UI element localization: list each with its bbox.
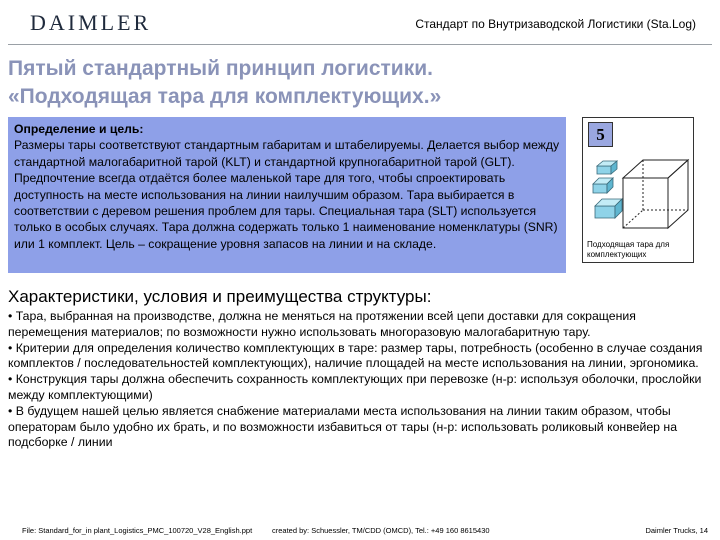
section-heading: Характеристики, условия и преимущества структуры:	[8, 287, 432, 306]
large-container-icon	[623, 160, 688, 228]
daimler-logo: DAIMLER	[30, 10, 152, 35]
definition-box	[8, 117, 566, 273]
illustration-caption: Подходящая тара для комплектующих	[587, 240, 670, 259]
bullet-item: • Критерии для определения количество комплектующих в таре: размер тары, потребность (особенно в случае создания комплектов / последовательностей комплектующих), наличие площадей на месте использования на линии, эргономика.	[8, 340, 703, 371]
container-illustration	[582, 117, 694, 263]
bullet-item: • Тара, выбранная на производстве, должна не меняться на протяжении всей цепи доставки для сокращения перемещения материалов; по возможности нужно использовать многоразовую малогабаритную тару.	[8, 309, 636, 339]
slide-title-line-1: Пятый стандартный принцип логистики.	[8, 57, 433, 80]
slide-title-line-2: «Подходящая тара для комплектующих.»	[8, 85, 442, 108]
definition-heading: Определение и цель:	[14, 122, 144, 136]
header-divider	[8, 44, 712, 45]
bullet-list	[8, 309, 713, 451]
footer-created-by: created by: Schuessler, TM/CDD (OMCD), Tel.: +49 160 8615430	[272, 526, 490, 535]
footer-page: Daimler Trucks, 14	[645, 526, 708, 535]
slide-title	[8, 55, 708, 111]
small-containers-icon	[593, 161, 622, 218]
header-title: Стандарт по Внутризаводской Логистики (Sta.Log)	[415, 17, 696, 31]
bullet-item: • В будущем нашей целью является снабжение материалами места использования на линии таким образом, чтобы операторам было удобно их брать, и по возможности избавиться от тары (н-р: использовать роликовый конвейер на подсборке / линии	[8, 403, 678, 450]
principle-number-badge: 5	[588, 122, 613, 147]
bullet-item: • Конструкция тары должна обеспечить сохранность комплектующих при перевозке (н-р: используя оболочки, прослойки между комплектующими)	[8, 372, 702, 402]
footer-file: File: Standard_for_in plant_Logistics_PMC_100720_V28_English.ppt	[22, 526, 253, 535]
definition-text: Размеры тары соответствуют стандартным габаритам и штабелируемы. Делается выбор между стандартной малогабаритной тарой (KLT) и стандартной крупногабаритной тарой (GLT). Предпочтение всегда отдаётся более маленькой таре для того, чтобы спроектировать доступность на месте использования на линии наилучшим образом. Тара выбирается в соответствии с деревом решения проблем для тары. Специальная тара (SLT) используется только в особых случаях. Тара должна содержать только 1 наименование номенклатуры (SNR) или 1 комплект. Цель – сокращение уровня запасов на линии и на складе.	[14, 138, 560, 251]
